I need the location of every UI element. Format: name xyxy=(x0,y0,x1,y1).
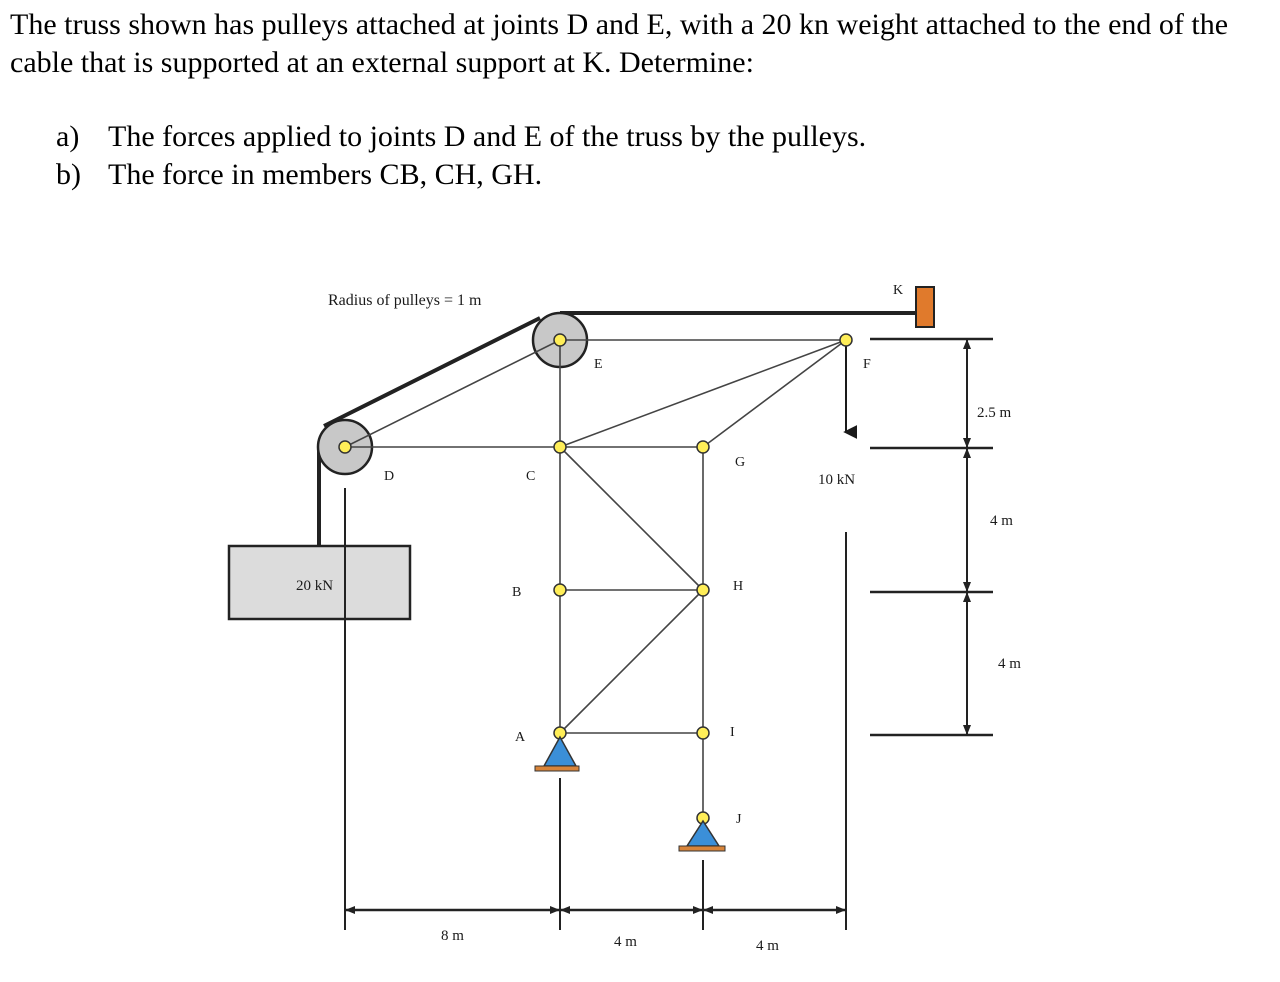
joint-label-g: G xyxy=(735,455,746,470)
dim-label-4m-v-2: 4 m xyxy=(998,656,1021,672)
problem-intro: The truss shown has pulleys attached at joints D and E, with a 20 kn weight attached to the end of the cable that is supported at an external support at K. Determine: xyxy=(10,8,1229,79)
vertical-dimension-extensions xyxy=(870,339,993,735)
cable-d-to-e xyxy=(324,318,540,426)
dim-label-4m-1: 4 m xyxy=(614,934,637,950)
member-gf xyxy=(703,340,846,447)
dim-label-8m: 8 m xyxy=(441,928,464,944)
part-a-label: a) xyxy=(56,120,80,153)
joint-h xyxy=(697,584,709,596)
dim-label-4m-2: 4 m xyxy=(756,938,779,954)
dim-label-2-5m: 2.5 m xyxy=(977,405,1012,421)
support-j xyxy=(687,821,719,846)
wall-support-k xyxy=(916,287,934,327)
load-label-10kn: 10 kN xyxy=(818,472,856,488)
member-cf xyxy=(560,340,846,447)
dim-arrow xyxy=(963,725,971,735)
joint-e xyxy=(554,334,566,346)
joint-label-b: B xyxy=(512,585,522,600)
member-de xyxy=(345,340,560,447)
support-j-base xyxy=(679,846,725,851)
dim-label-4m-v-1: 4 m xyxy=(990,513,1013,529)
member-ah xyxy=(560,590,703,733)
support-a xyxy=(544,737,576,766)
dim-arrow xyxy=(963,592,971,602)
joint-g xyxy=(697,441,709,453)
joint-label-h: H xyxy=(733,579,744,594)
joint-b xyxy=(554,584,566,596)
joint-label-a: A xyxy=(515,730,526,745)
dim-arrow xyxy=(963,582,971,592)
dim-arrow xyxy=(703,906,713,914)
part-b-label: b) xyxy=(56,158,81,191)
part-a-text: The forces applied to joints D and E of the truss by the pulleys. xyxy=(108,120,867,153)
part-b-text: The force in members CB, CH, GH. xyxy=(108,158,543,191)
dim-arrow xyxy=(550,906,560,914)
joint-label-j: J xyxy=(736,812,742,827)
dim-arrow xyxy=(963,438,971,448)
joint-i xyxy=(697,727,709,739)
truss-joints xyxy=(339,334,852,824)
truss-members xyxy=(345,340,846,818)
weight-label: 20 kN xyxy=(296,578,334,594)
joint-c xyxy=(554,441,566,453)
pulley-radius-note: Radius of pulleys = 1 m xyxy=(328,292,482,309)
joint-label-i: I xyxy=(730,725,735,740)
joint-f xyxy=(840,334,852,346)
support-a-base xyxy=(535,766,579,771)
dim-arrow xyxy=(963,339,971,349)
dim-arrow xyxy=(560,906,570,914)
joint-label-f: F xyxy=(863,357,871,372)
dim-arrow xyxy=(345,906,355,914)
dim-arrow xyxy=(693,906,703,914)
dimension-extension-lines xyxy=(345,488,846,930)
member-ch xyxy=(560,447,703,590)
joint-label-c: C xyxy=(526,469,536,484)
joint-label-e: E xyxy=(594,357,603,372)
dim-arrow xyxy=(963,448,971,458)
joint-label-d: D xyxy=(384,469,395,484)
joint-label-k: K xyxy=(893,283,904,298)
joint-d xyxy=(339,441,351,453)
dim-arrow xyxy=(836,906,846,914)
